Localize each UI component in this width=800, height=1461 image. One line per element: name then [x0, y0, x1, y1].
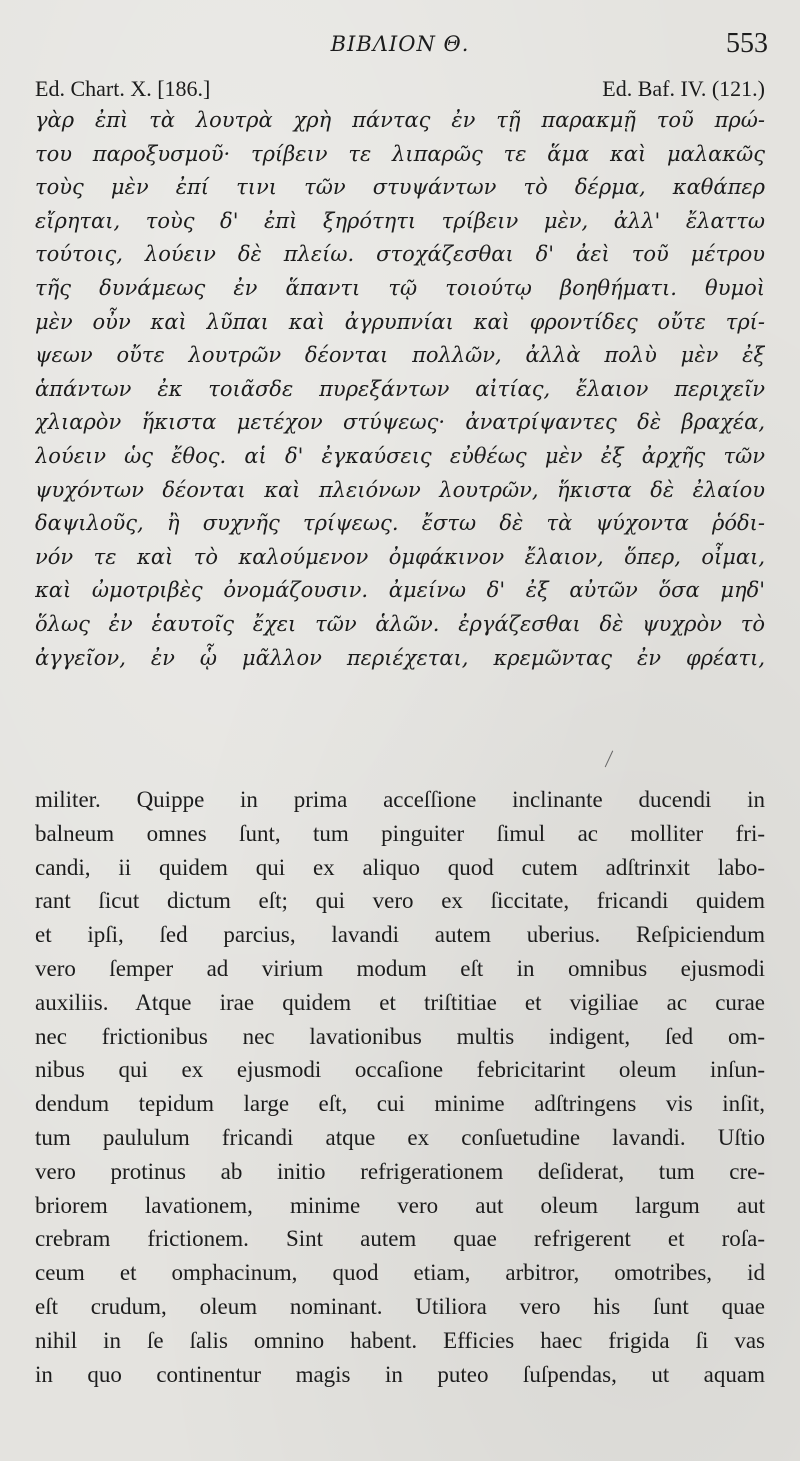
latin-text-line: et ipſi, ſed parcius, lavandi autem uberius. Reſpiciendum [35, 922, 765, 948]
greek-text-line: τῆς δυνάμεως ἐν ἅπαντι τῷ τοιούτῳ βοηθήματι. θυμοὶ [35, 275, 765, 300]
latin-text-line: eſt crudum, oleum nominant. Utiliora vero his ſunt quae [35, 1293, 765, 1319]
latin-text-line: vero ſemper ad virium modum eſt in omnibus ejusmodi [35, 955, 765, 981]
greek-text-line: καὶ ὠμοτριβὲς ὀνομάζουσιν. ἀμείνω δ' ἐξ αὐτῶν ὅσα μηδ' [35, 578, 765, 603]
greek-text-line: ὅλως ἐν ἑαυτοῖς ἔχει τῶν ἁλῶν. ἐργάζεσθαι δὲ ψυχρὸν τὸ [35, 611, 765, 636]
latin-text-line: militer. Quippe in prima acceſſione inclinante ducendi in [35, 787, 765, 812]
latin-text-line: candi, ii quidem qui ex aliquo quod cutem adſtrinxit labo- [35, 854, 765, 880]
greek-text-line: νόν τε καὶ τὸ καλούμενον ὀμφάκινον ἔλαιον, ὅπερ, οἶμαι, [35, 544, 765, 569]
greek-text-line: χλιαρὸν ἥκιστα μετέχον στύψεως· ἀνατρίψαντες δὲ βραχέα, [35, 410, 765, 435]
page-header [30, 28, 770, 64]
latin-text-line: crebram frictionem. Sint autem quae refrigerent et roſa- [35, 1226, 765, 1252]
greek-text-line: λούειν ὡς ἔθος. αἱ δ' ἐγκαύσεις εὐθέως μὲν ἐξ ἀρχῆς τῶν [35, 443, 765, 468]
page-number: 553 [726, 28, 768, 59]
greek-text-line: τοὺς μὲν ἐπί τινι τῶν στυψάντων τὸ δέρμα, καθάπερ [35, 175, 765, 200]
greek-text-block [35, 104, 765, 675]
greek-text-line: ἁπάντων ἐκ τοιᾶσδε πυρεξάντων αἰτίας, ἔλαιον περιχεῖν [35, 376, 765, 401]
latin-text-line: rant ſicut dictum eſt; qui vero ex ſiccitate, fricandi quidem [35, 888, 765, 914]
greek-text-line: εἴρηται, τοὺς δ' ἐπὶ ξηρότητι τρίβειν μὲν, ἀλλ' ἔλαττω [35, 208, 765, 233]
greek-text-line: ψυχόντων δέονται καὶ πλειόνων λουτρῶν, ἥκιστα δὲ ἐλαίου [35, 477, 765, 502]
stray-pen-mark [605, 751, 623, 772]
greek-text-line: μὲν οὖν καὶ λῦπαι καὶ ἀγρυπνίαι καὶ φροντίδες οὔτε τρί- [35, 309, 765, 334]
latin-text-line: in quo continentur magis in puteo ſuſpendas, ut aquam [35, 1361, 765, 1387]
latin-text-line: tum paululum fricandi atque ex conſuetudine lavandi. Uſtio [35, 1124, 765, 1150]
latin-text-block [35, 783, 765, 1391]
greek-text-line: ἀγγεῖον, ἐν ᾧ μᾶλλον περιέχεται, κρεμῶντας ἐν φρέατι, [35, 645, 765, 670]
latin-text-line: balneum omnes ſunt, tum pinguiter ſimul ac molliter fri- [35, 820, 765, 846]
latin-text-line: nibus qui ex ejusmodi occaſione febricitarint oleum inſun- [35, 1057, 765, 1083]
latin-text-line: ceum et omphacinum, quod etiam, arbitror, omotribes, id [35, 1260, 765, 1286]
latin-text-line: dendum tepidum large eſt, cui minime adſtringens vis inſit, [35, 1091, 765, 1117]
greek-text-line: ψεων οὔτε λουτρῶν δέονται πολλῶν, ἀλλὰ πολὺ μὲν ἐξ [35, 343, 765, 368]
greek-text-line: γὰρ ἐπὶ τὰ λουτρὰ χρὴ πάντας ἐν τῇ παρακμῇ τοῦ πρώ- [35, 108, 765, 132]
greek-text-line: τούτοις, λούειν δὲ πλείω. στοχάζεσθαι δ' ἀεὶ τοῦ μέτρου [35, 242, 765, 267]
running-title: BIBΛΙΟΝ Θ. [330, 32, 470, 56]
greek-text-line: του παροξυσμοῦ· τρίβειν τε λιπαρῶς τε ἅμα καὶ μαλακῶς [35, 141, 765, 166]
greek-text-line: δαψιλοῦς, ἢ συχνῆς τρίψεως. ἔστω δὲ τὰ ψύχοντα ῥόδι- [35, 511, 765, 536]
edition-basel-reference: Ed. Baf. IV. (121.) [602, 76, 765, 101]
latin-text-line: briorem lavationem, minime vero aut oleum largum aut [35, 1192, 765, 1218]
edition-reference-line [35, 76, 765, 102]
latin-text-line: auxiliis. Atque irae quidem et triſtitiae et vigiliae ac curae [35, 989, 765, 1015]
latin-text-line: nec frictionibus nec lavationibus multis indigent, ſed om- [35, 1023, 765, 1049]
latin-text-line: nihil in ſe ſalis omnino habent. Efficies haec frigida ſi vas [35, 1327, 765, 1353]
latin-text-line: vero protinus ab initio refrigerationem deſiderat, tum cre- [35, 1158, 765, 1184]
edition-chartier-reference: Ed. Chart. X. [186.] [35, 76, 211, 101]
